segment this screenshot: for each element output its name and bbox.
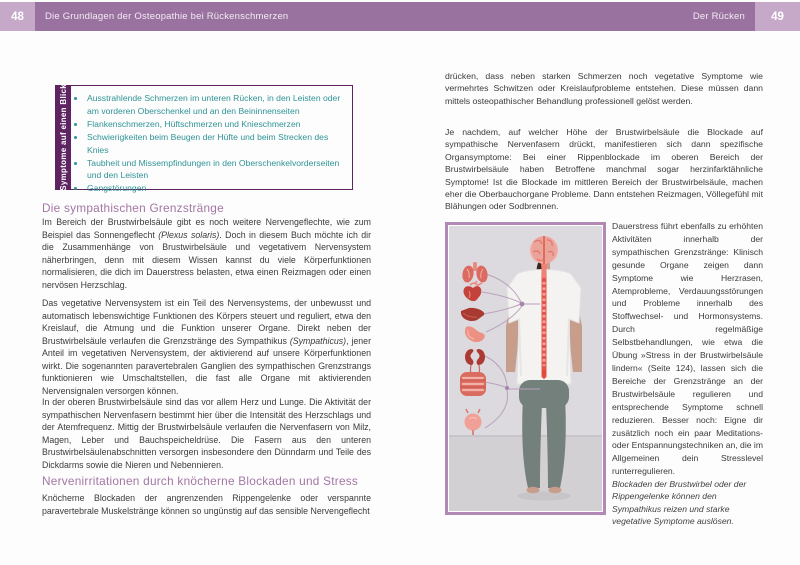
paragraph-text: . Doch in diesem Buch möchte ich dir die Zusammenhänge von Brustwirbelsäule und vegetativem Nervensystem näherbringen, denn mit diesem Wissen kannst du viele Körperfunktionen normalisieren, die dich im Dauerstress belasten, etwa einen Reizmagen oder einen nervösen Herzschlag. <box>42 229 371 290</box>
paragraph <box>42 216 371 291</box>
paragraph-text: Im Bereich der Brustwirbelsäule gibt es noch weitere Nervengeflechte, wie zum Beispiel das Sonnengeflecht <box>42 217 371 240</box>
symptom-box-tab <box>56 86 71 189</box>
latin-term: (Plexus solaris) <box>158 229 220 240</box>
latin-term: (Sympathicus) <box>289 335 347 346</box>
paragraph: Je nachdem, auf welcher Höhe der Brustwirbelsäule die Blockade auf sympathische Nervenfasern drückt, manifestieren sich dann spezifische Organsymptome: Bei einer Rippenblockade im oberen Bereich der Brustwirbelsäule haben Betroffene manchmal sogar herzinfarktähnliche Symptome! Ist die Blockade im mittleren Bereich der Brustwirbelsäule, machen eher die Oberbauchorgane Probleme. Dann entstehen Reizmagen, Völlegefühl mit Blähungen oder Sodbrennen. <box>445 127 763 212</box>
figure-caption: Blockaden der Brustwirbel oder der Rippengelenke können den Sympathikus reizen und starke vegetative Symptome auslösen. <box>612 479 747 527</box>
running-head <box>35 2 755 31</box>
left-page-number: 48 <box>0 2 35 31</box>
list-item: • Ausstrahlende Schmerzen im unteren Rücken, in den Leisten oder am vorderen Oberschenkel und an den Beininnenseiten <box>86 92 344 118</box>
paragraph: Knöcherne Blockaden der angrenzenden Rippengelenke oder verspannte paravertebrale Muskelstränge können so ungünstig auf das sensible Nervengeflecht <box>42 493 371 516</box>
book-title: Die Grundlagen der Osteopathie bei Rückenschmerzen <box>45 11 289 22</box>
section-heading-grenzstraenge: Die sympathischen Grenzstränge <box>42 201 224 215</box>
intestine-icon <box>460 372 486 396</box>
paragraph-text: , jener Anteil im vegetativen Nervensystem, der aktivierend auf unsere Körperfunktionen wirkt. Die sogenannten paravertebralen Ganglien des sympathischen Grenzstrangs funktionieren wie Umschaltstellen, die fast alle Organe mit aktivierenden Nervensignalen versorgen können. <box>42 335 372 396</box>
paragraph-text: Das vegetative Nervensystem ist ein Teil des Nervensystems, der unbewusst und automatisch lebenswichtige Funktionen des Körpers steuert und reguliert, etwa den Kreislauf, die Atmung und die Funktion unserer Organe. Direkt neben der Brustwirbelsäule verlaufen die Grenzstränge des Sympathikus <box>42 298 371 346</box>
anatomy-figure <box>445 222 606 515</box>
chapter-title: Der Rücken <box>692 11 745 22</box>
symptom-box <box>55 84 353 194</box>
header-bar <box>0 2 800 31</box>
list-item: • Schwierigkeiten beim Beugen der Hüfte und beim Strecken des Knies <box>86 131 344 157</box>
symptom-list <box>56 86 352 195</box>
right-page-number: 49 <box>755 2 800 31</box>
symptom-box-tab-label: Symptome auf einen Blick <box>59 84 68 191</box>
list-item: • Flankenschmerzen, Hüftschmerzen und Knieschmerzen <box>86 118 344 131</box>
list-item: • Taubheit und Missempfindungen in den Oberschenkelvorderseiten und den Leisten <box>86 157 344 183</box>
paragraph <box>42 297 371 397</box>
list-item: • Gangstörungen <box>86 182 344 195</box>
paragraph: drücken, dass neben starken Schmerzen noch vegetative Symptome wie vermehrtes Schwitzen oder Kreislaufprobleme entstehen. Diese müssen dann mittels osteopathischer Behandlung professionell gelöst werden. <box>445 71 763 106</box>
spine-overlay <box>542 266 547 380</box>
column-paragraph: Dauerstress führt ebenfalls zu erhöhten Aktivitäten innerhalb der sympathischen Grenzstränge: Klinisch gesunde Organe zeigen dann Symptome wie Herzrasen, Atemprobleme, Verdauungsstörungen und Probleme innerhalb des Stoffwechsel- und Hormonsystems. Durch regelmäßige Selbstbehandlungen, wie etwa die Übung »Stress in der Brustwirbelsäule lindern« (Seite 124), lassen sich die Bereiche der Grenzstränge an der Brustwirbelsäule regulieren und entsprechende Symptome schnell reduzieren. Besser noch: Eigne dir zusätzlich noch ein paar Meditations- oder Entspannungstechniken an, die im Allgemeinen dein Stresslevel runterregulieren. <box>612 221 763 477</box>
section-heading-nervenirritationen: Nervenirritationen durch knöcherne Blockaden und Stress <box>42 474 359 488</box>
person-photo <box>449 226 602 511</box>
paragraph: In der oberen Brustwirbelsäule sind das vor allem Herz und Lunge. Die Aktivität der sympathischen Nervenfasern bestimmt hier über die Intensität des Herzschlags und der Atemfrequenz. Mittig der Brustwirbelsäule verlaufen die Nervenfasern von Milz, Magen, Leber und Bauchspeicheldrüse. Die Fasern aus den unteren Brustwirbelsäulenabschnitten versorgen insbesondere den Dünndarm und Teile des Dickdarms sowie die Nieren und Nebennieren. <box>42 397 371 470</box>
